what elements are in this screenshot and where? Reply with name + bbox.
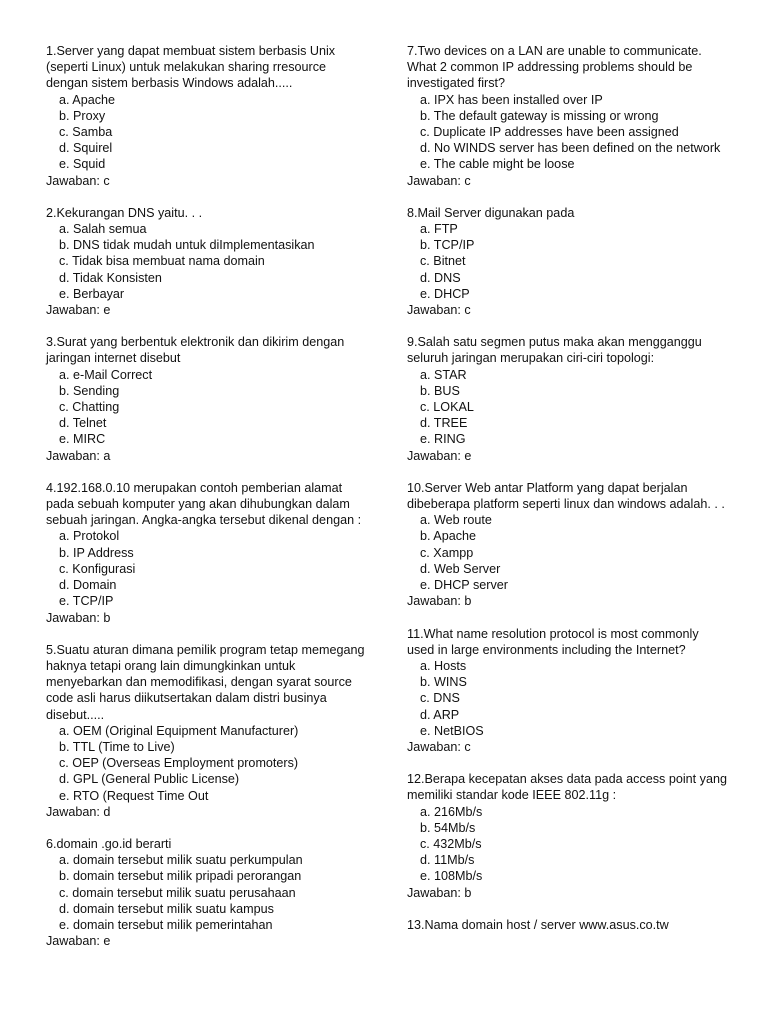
right-column [407, 43, 727, 949]
option-b: b. 54Mb/s [420, 820, 476, 835]
option-e: e. RTO (Request Time Out [59, 788, 209, 803]
option-a: a. 216Mb/s [420, 804, 483, 819]
option-a: a. STAR [420, 367, 467, 382]
option-e: e. The cable might be loose [420, 157, 575, 172]
option-d: d. GPL (General Public License) [59, 772, 240, 787]
option-e: e. TCP/IP [59, 594, 114, 609]
question-text: 1.Server yang dapat membuat sistem berbasis Unix (seperti Linux) untuk melakukan sharing rresource dengan sistem berbasis Windows adalah..... [46, 44, 336, 91]
question-13 [407, 917, 727, 933]
option-d: d. ARP [420, 707, 460, 722]
question-text: 5.Suatu aturan dimana pemilik program tetap memegang haknya tetapi orang lain dimungkinkan untuk menyebarkan dan memodifikasi, dengan syarat source code asli harus diikutsertakan dalam distri businya disebut..... [46, 642, 365, 722]
option-a: a. FTP [420, 222, 458, 237]
option-d: d. Telnet [59, 416, 107, 431]
option-a: a. OEM (Original Equipment Manufacturer) [59, 723, 299, 738]
option-d: d. 11Mb/s [420, 853, 475, 868]
option-b: b. BUS [420, 383, 460, 398]
option-e: e. DHCP [420, 286, 470, 301]
question-text: 12.Berapa kecepatan akses data pada access point yang memiliki standar kode IEEE 802.11g : [407, 772, 727, 803]
question-3 [46, 334, 366, 464]
question-2 [46, 205, 366, 318]
option-e: e. DHCP server [420, 578, 508, 593]
option-c: c. domain tersebut milik suatu perusahaan [59, 885, 296, 900]
question-1 [46, 43, 366, 189]
question-text: 13.Nama domain host / server www.asus.co.tw [407, 917, 669, 932]
option-b: b. Apache [420, 529, 477, 544]
option-c: c. 432Mb/s [420, 836, 482, 851]
option-a: a. e-Mail Correct [59, 367, 153, 382]
question-text: 7.Two devices on a LAN are unable to communicate. What 2 common IP addressing problems should be investigated first? [407, 44, 702, 91]
option-d: d. Squirel [59, 141, 113, 156]
question-text: 10.Server Web antar Platform yang dapat berjalan dibeberapa platform seperti linux dan windows adalah. . . [407, 480, 725, 512]
question-11 [407, 626, 727, 756]
option-d: d. Web Server [420, 561, 501, 576]
answer: Jawaban: c [407, 303, 471, 318]
question-8 [407, 205, 727, 318]
option-c: c. Samba [59, 125, 113, 140]
option-c: c. OEP (Overseas Employment promoters) [59, 756, 299, 771]
option-c: c. DNS [420, 691, 460, 706]
option-b: b. IP Address [59, 545, 134, 560]
option-b: b. Sending [59, 383, 120, 398]
option-e: e. MIRC [59, 432, 106, 447]
option-a: a. Web route [420, 513, 492, 528]
option-e: e. Squid [59, 157, 106, 172]
option-e: e. RING [420, 432, 466, 447]
answer: Jawaban: e [407, 448, 472, 463]
question-text: 2.Kekurangan DNS yaitu. . . [46, 205, 203, 220]
question-10 [407, 480, 727, 610]
answer: Jawaban: d [46, 804, 111, 819]
option-b: b. TTL (Time to Live) [59, 739, 175, 754]
option-a: a. IPX has been installed over IP [420, 92, 603, 107]
option-d: d. Domain [59, 578, 117, 593]
option-c: c. Chatting [59, 400, 120, 415]
question-text: 6.domain .go.id berarti [46, 836, 172, 851]
option-d: d. DNS [420, 270, 461, 285]
option-d: d. Tidak Konsisten [59, 270, 162, 285]
answer: Jawaban: a [46, 448, 111, 463]
option-c: c. LOKAL [420, 400, 474, 415]
question-4 [46, 480, 366, 626]
answer: Jawaban: b [407, 885, 472, 900]
option-b: b. Proxy [59, 108, 106, 123]
question-text: 3.Surat yang berbentuk elektronik dan dikirim dengan jaringan internet disebut [46, 335, 345, 366]
answer: Jawaban: b [46, 610, 111, 625]
option-e: e. Berbayar [59, 286, 125, 301]
option-d: d. No WINDS server has been defined on the network [420, 141, 721, 156]
question-text: 9.Salah satu segmen putus maka akan mengganggu seluruh jaringan merupakan ciri-ciri topologi: [407, 335, 702, 366]
left-column [46, 43, 366, 965]
question-7 [407, 43, 727, 189]
option-a: a. Hosts [420, 658, 467, 673]
option-c: c. Konfigurasi [59, 561, 136, 576]
question-text: 11.What name resolution protocol is most commonly used in large environments including the Internet? [407, 626, 699, 657]
option-d: d. TREE [420, 416, 468, 431]
question-9 [407, 334, 727, 464]
question-text: 4.192.168.0.10 merupakan contoh pemberian alamat pada sebuah komputer yang akan dihubungkan dalam sebuah jaringan. Angka-angka tersebut dikenal dengan : [46, 480, 362, 528]
answer: Jawaban: c [46, 173, 110, 188]
option-d: d. domain tersebut milik suatu kampus [59, 901, 274, 916]
option-e: e. 108Mb/s [420, 869, 483, 884]
answer: Jawaban: e [46, 934, 111, 949]
option-b: b. DNS tidak mudah untuk diImplementasikan [59, 238, 315, 253]
question-text: 8.Mail Server digunakan pada [407, 205, 575, 220]
question-6 [46, 836, 366, 949]
option-c: c. Tidak bisa membuat nama domain [59, 254, 265, 269]
question-12 [407, 771, 727, 901]
answer: Jawaban: c [407, 739, 471, 754]
answer: Jawaban: e [46, 303, 111, 318]
option-c: c. Bitnet [420, 254, 466, 269]
option-e: e. NetBIOS [420, 723, 484, 738]
option-c: c. Xampp [420, 545, 474, 560]
option-b: b. The default gateway is missing or wrong [420, 108, 659, 123]
option-e: e. domain tersebut milik pemerintahan [59, 917, 273, 932]
option-a: a. domain tersebut milik suatu perkumpulan [59, 853, 303, 868]
option-c: c. Duplicate IP addresses have been assigned [420, 125, 679, 140]
option-a: a. Protokol [59, 529, 120, 544]
option-b: b. domain tersebut milik pripadi perorangan [59, 869, 302, 884]
answer: Jawaban: b [407, 594, 472, 609]
question-5 [46, 642, 366, 820]
option-a: a. Salah semua [59, 222, 147, 237]
option-b: b. TCP/IP [420, 238, 475, 253]
answer: Jawaban: c [407, 173, 471, 188]
option-b: b. WINS [420, 675, 467, 690]
option-a: a. Apache [59, 92, 116, 107]
